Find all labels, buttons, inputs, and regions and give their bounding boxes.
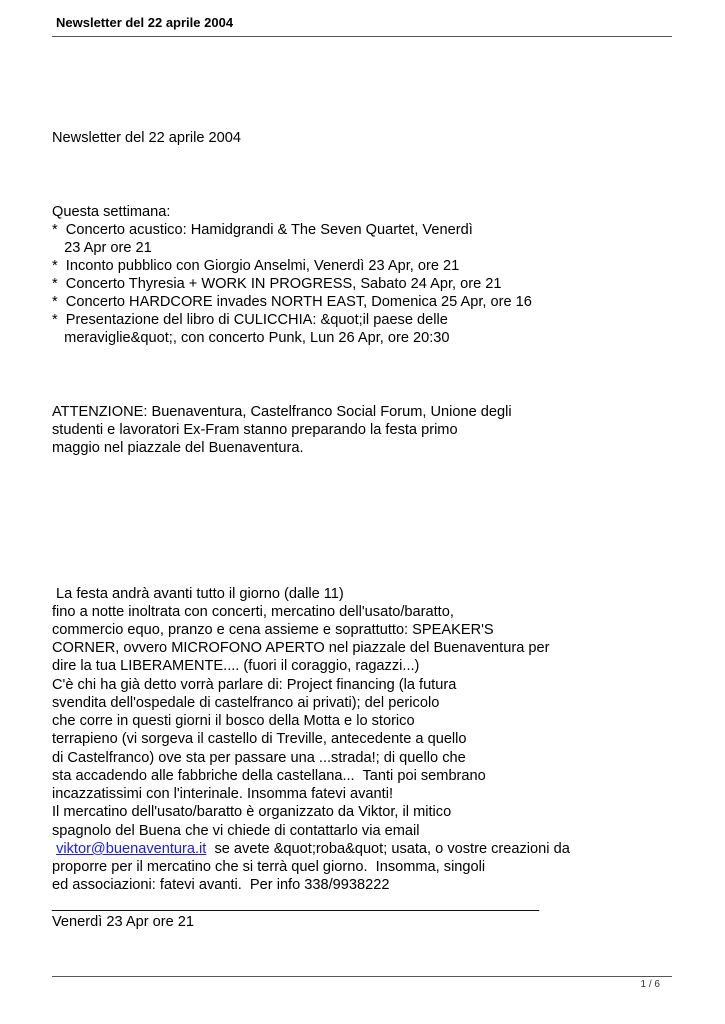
week-intro: Questa settimana: (52, 204, 171, 220)
festa-line: di Castelfranco) ove sta per passare una ...strada!; di quello che (52, 750, 466, 766)
festa-line: incazzatissimi con l'interinale. Insomma fatevi avanti! (52, 786, 394, 802)
week-item: meraviglie&quot;, con concerto Punk, Lun 26 Apr, ore 20:30 (52, 330, 450, 346)
festa-line: CORNER, ovvero MICROFONO APERTO nel piazzale del Buenaventura per (52, 640, 550, 656)
festa-line: sta accadendo alle fabbriche della castellana... Tanti poi sembrano (52, 768, 486, 784)
last-line: Venerdì 23 Apr ore 21 (52, 914, 194, 930)
festa-line: commercio equo, pranzo e cena assieme e soprattutto: SPEAKER'S (52, 622, 494, 638)
attention-line: maggio nel piazzale del Buenaventura. (52, 440, 304, 456)
week-item: * Concerto HARDCORE invades NORTH EAST, Domenica 25 Apr, ore 16 (52, 294, 532, 310)
email-after-text: se avete &quot;roba&quot; usata, o vostre creazioni da (206, 841, 570, 857)
week-item: * Concerto Thyresia + WORK IN PROGRESS, Sabato 24 Apr, ore 21 (52, 276, 502, 292)
email-link[interactable]: viktor@buenaventura.it (56, 841, 207, 857)
festa-line: che corre in questi giorni il bosco della Motta e lo storico (52, 713, 415, 729)
page-header (52, 14, 672, 37)
attention-line: studenti e lavoratori Ex-Fram stanno preparando la festa primo (52, 422, 458, 438)
festa-line: terrapieno (vi sorgeva il castello di Treville, antecedente a quello (52, 731, 467, 747)
separator-line: ____________________________________________________________ (52, 896, 539, 912)
email-line (52, 840, 570, 858)
festa-end-line: ed associazioni: fatevi avanti. Per info 338/9938222 (52, 877, 390, 893)
festa-line: fino a notte inoltrata con concerti, mercatino dell'usato/baratto, (52, 604, 454, 620)
festa-line: svendita dell'ospedale di castelfranco ai privati); del pericolo (52, 695, 440, 711)
header-title: Newsletter del 22 aprile 2004 (56, 15, 234, 30)
week-item: 23 Apr ore 21 (52, 240, 152, 256)
week-item: * Presentazione del libro di CULICCHIA: &quot;il paese delle (52, 312, 448, 328)
doc-heading: Newsletter del 22 aprile 2004 (52, 130, 242, 146)
week-item: * Concerto acustico: Hamidgrandi & The Seven Quartet, Venerdì (52, 222, 473, 238)
page-number: 1 / 6 (640, 979, 660, 990)
festa-end-line: proporre per il mercatino che si terrà quel giorno. Insomma, singoli (52, 859, 486, 875)
festa-line: spagnolo del Buena che vi chiede di contattarlo via email (52, 823, 420, 839)
page-footer (52, 976, 672, 990)
attention-line: ATTENZIONE: Buenaventura, Castelfranco Social Forum, Unione degli (52, 404, 512, 420)
festa-line: C'è chi ha già detto vorrà parlare di: Project financing (la futura (52, 677, 457, 693)
festa-line: Il mercatino dell'usato/baratto è organizzato da Viktor, il mitico (52, 804, 452, 820)
festa-line: La festa andrà avanti tutto il giorno (dalle 11) (52, 586, 344, 602)
week-item: * Inconto pubblico con Giorgio Anselmi, Venerdì 23 Apr, ore 21 (52, 258, 460, 274)
festa-line: dire la tua LIBERAMENTE.... (fuori il coraggio, ragazzi...) (52, 658, 420, 674)
